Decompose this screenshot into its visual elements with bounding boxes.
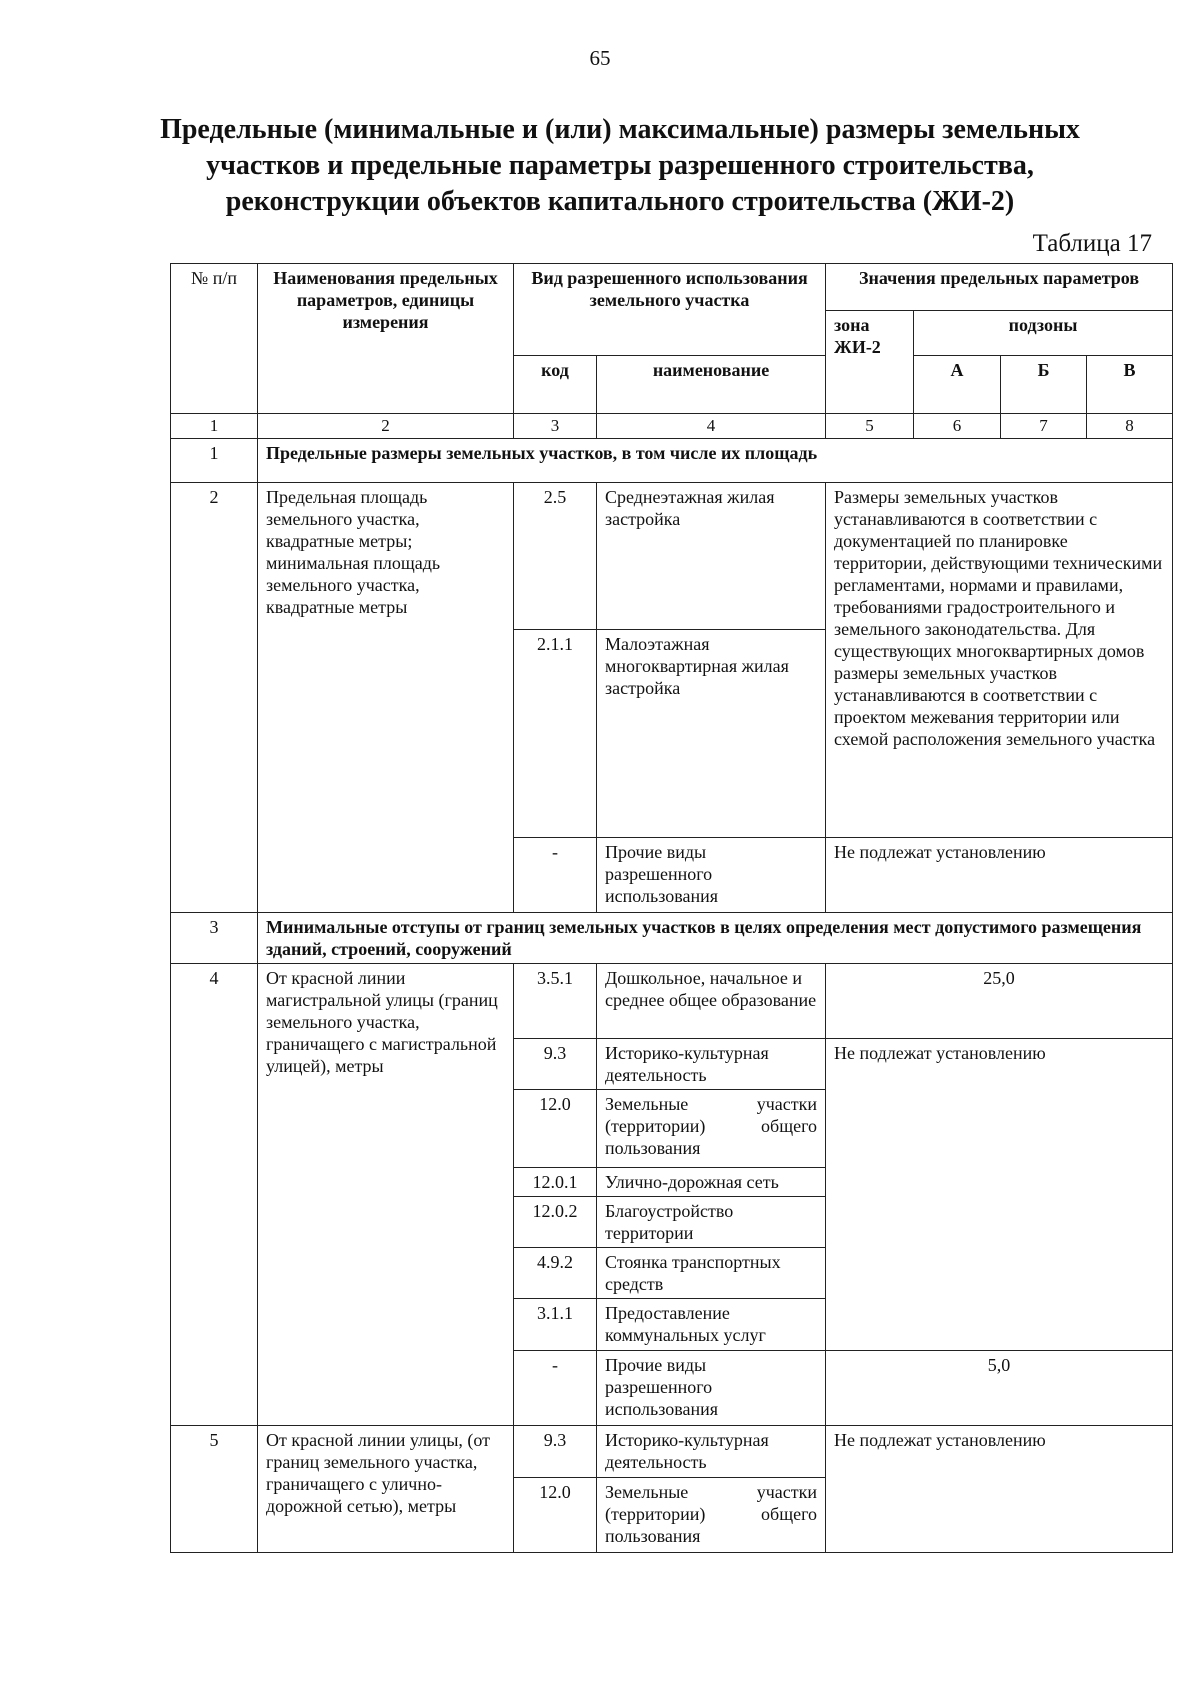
use-code: 3.1.1 (514, 1299, 597, 1351)
header-subzones: подзоны (914, 311, 1173, 356)
use-name: Дошкольное, начальное и среднее общее образование (597, 964, 826, 1039)
use-code: 2.5 (514, 483, 597, 630)
row-number: 5 (171, 1426, 258, 1553)
column-numbers-row (171, 414, 1173, 439)
use-code: 2.1.1 (514, 630, 597, 838)
table-label: Таблица 17 (1032, 230, 1152, 257)
column-number: 2 (258, 414, 514, 439)
use-name: Прочие виды разрешенного использования (597, 838, 826, 913)
header-num: № п/п (171, 264, 258, 414)
header-param-name: Наименования предельных параметров, единицы измерения (258, 264, 514, 414)
header-use-type: Вид разрешенного использования земельного участка (514, 264, 826, 356)
use-name: Земельные участки (территории) общего пользования (597, 1090, 826, 1168)
section-row (171, 913, 1173, 964)
column-number: 6 (914, 414, 1001, 439)
title-line-3: реконструкции объектов капитального строительства (ЖИ-2) (225, 186, 1015, 217)
use-name: Благоустройство территории (597, 1197, 826, 1248)
page-number: 65 (589, 46, 611, 70)
title-line-1: Предельные (минимальные и (или) максимальные) размеры земельных (160, 114, 1080, 145)
row-number: 1 (171, 439, 258, 483)
table-row (171, 964, 1173, 1039)
header-name: наименование (597, 356, 826, 414)
use-code: 12.0 (514, 1478, 597, 1553)
use-name: Историко-культурная деятельность (597, 1039, 826, 1090)
value-text: Не подлежат установлению (826, 1426, 1173, 1553)
column-number: 4 (597, 414, 826, 439)
value-text: Не подлежат установлению (826, 838, 1173, 913)
use-name: Историко-культурная деятельность (597, 1426, 826, 1478)
use-code: - (514, 838, 597, 913)
document-title (140, 112, 1100, 220)
use-name: Земельные участки (территории) общего пользования (597, 1478, 826, 1553)
table-row (171, 483, 1173, 630)
section-heading: Минимальные отступы от границ земельных участков в целях определения мест допустимого размещения зданий, строений, сооружений (258, 913, 1173, 964)
use-code: 3.5.1 (514, 964, 597, 1039)
column-number: 8 (1087, 414, 1173, 439)
header-subzone-a: А (914, 356, 1001, 414)
value-text: 25,0 (826, 964, 1173, 1039)
title-line-2: участков и предельные параметры разрешенного строительства, (206, 150, 1034, 181)
header-zone: зона ЖИ-2 (826, 311, 914, 414)
use-code: 9.3 (514, 1426, 597, 1478)
row-number: 3 (171, 913, 258, 964)
value-text: Не подлежат установлению (826, 1039, 1173, 1351)
header-subzone-b: Б (1001, 356, 1087, 414)
row-number: 2 (171, 483, 258, 913)
use-name: Стоянка транспортных средств (597, 1248, 826, 1299)
param-name: Предельная площадь земельного участка, квадратные метры; минимальная площадь земельного участка, квадратные метры (258, 483, 514, 913)
value-text: Размеры земельных участков устанавливаются в соответствии с документацией по планировке территории, действующими техническими регламентами, нормами и правилами, требованиями градостроительного и земельного законодательства. Для существующих многоквартирных домов размеры земельных участков устанавливаются в соответствии с проектом межевания территории или схемой расположения земельного участка (826, 483, 1173, 838)
column-number: 1 (171, 414, 258, 439)
row-number: 4 (171, 964, 258, 1426)
use-code: 12.0.2 (514, 1197, 597, 1248)
param-name: От красной линии улицы, (от границ земельного участка, граничащего с улично-дорожной сетью), метры (258, 1426, 514, 1553)
section-heading: Предельные размеры земельных участков, в том числе их площадь (258, 439, 1173, 483)
use-code: 9.3 (514, 1039, 597, 1090)
use-name: Малоэтажная многоквартирная жилая застройка (597, 630, 826, 838)
header-code: код (514, 356, 597, 414)
header-values: Значения предельных параметров (826, 264, 1173, 311)
column-number: 5 (826, 414, 914, 439)
section-row (171, 439, 1173, 483)
use-name: Прочие виды разрешенного использования (597, 1351, 826, 1426)
parameters-table (170, 263, 1173, 1553)
use-code: - (514, 1351, 597, 1426)
value-text: 5,0 (826, 1351, 1173, 1426)
column-number: 7 (1001, 414, 1087, 439)
table-row (171, 1426, 1173, 1478)
header-subzone-v: В (1087, 356, 1173, 414)
use-name: Улично-дорожная сеть (597, 1168, 826, 1197)
use-code: 4.9.2 (514, 1248, 597, 1299)
use-code: 12.0.1 (514, 1168, 597, 1197)
use-code: 12.0 (514, 1090, 597, 1168)
column-number: 3 (514, 414, 597, 439)
header-row (171, 264, 1173, 311)
param-name: От красной линии магистральной улицы (границ земельного участка, граничащего с магистральной улицей), метры (258, 964, 514, 1426)
use-name: Среднеэтажная жилая застройка (597, 483, 826, 630)
use-name: Предоставление коммунальных услуг (597, 1299, 826, 1351)
